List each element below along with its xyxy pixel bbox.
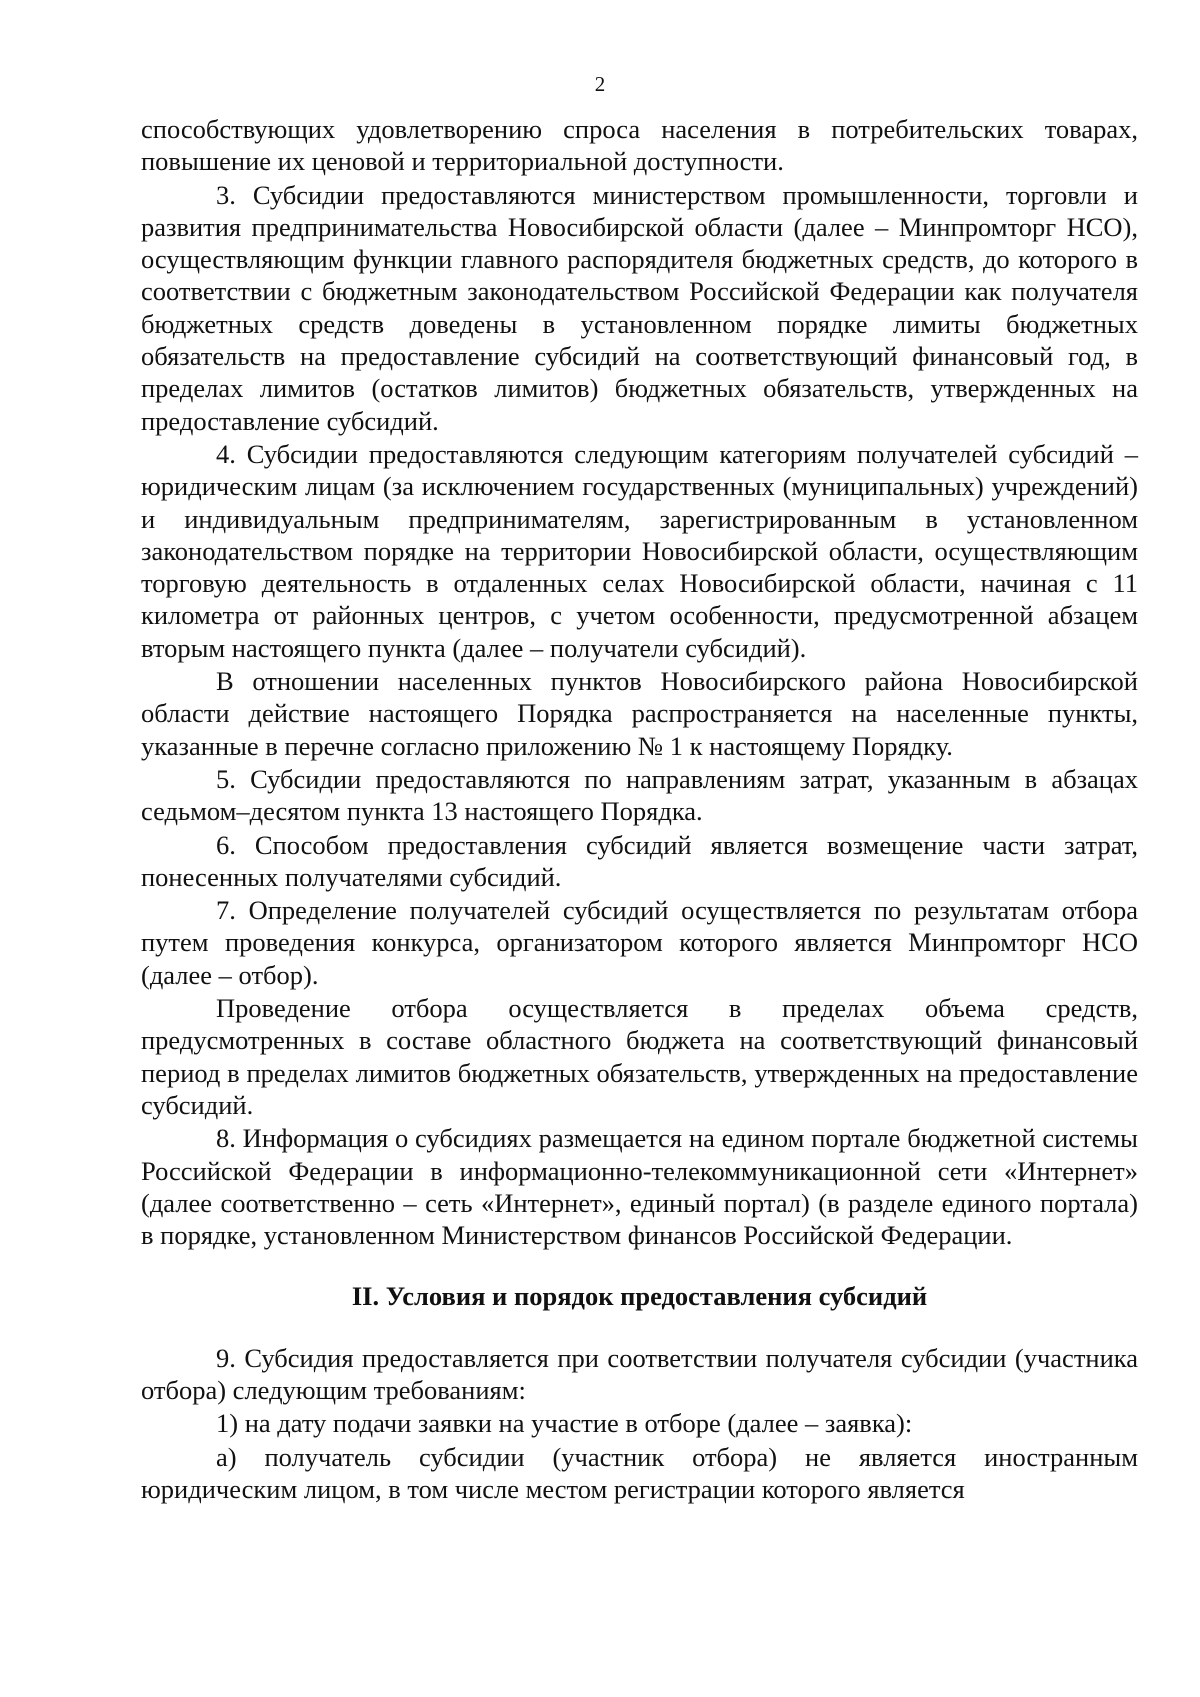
paragraph-item-9: 9. Субсидия предоставляется при соответствии получателя субсидии (участника отбора) следующим требованиям: — [141, 1342, 1138, 1405]
paragraph-item-6: 6. Способом предоставления субсидий является возмещение части затрат, понесенных получателями субсидий. — [141, 829, 1138, 892]
paragraph-item-3: 3. Субсидии предоставляются министерством промышленности, торговли и развития предпринимательства Новосибирской области (далее – Минпромторг НСО), осуществляющим функции главного распорядителя бюджетных средств, до которого в соответствии с бюджетным законодательством Российской Федерации как получателя бюджетных средств доведены в установленном порядке лимиты бюджетных обязательств на предоставление субсидий на соответствующий финансовый год, в пределах лимитов (остатков лимитов) бюджетных обязательств, утвержденных на предоставление субсидий. — [141, 179, 1138, 436]
section-heading: II. Условия и порядок предоставления субсидий — [351, 1281, 928, 1312]
paragraph-item-4: 4. Субсидии предоставляются следующим категориям получателей субсидий – юридическим лицам (за исключением государственных (муниципальных) учреждений) и индивидуальным предпринимателям, зарегистрированным в установленном законодательством порядке на территории Новосибирской области, осуществляющим торговую деятельность в отдаленных селах Новосибирской области, начиная с 11 километра от районных центров, с учетом особенности, предусмотренной абзацем вторым настоящего пункта (далее – получатели субсидий). — [141, 438, 1138, 663]
paragraph-item-5: 5. Субсидии предоставляются по направлениям затрат, указанным в абзацах седьмом–десятом пункта 13 настоящего Порядка. — [141, 763, 1138, 827]
paragraph-continuation: способствующих удовлетворению спроса населения в потребительских товарах, повышение их ценовой и территориальной доступности. — [141, 114, 1138, 177]
document-body — [141, 113, 1138, 1505]
paragraph-subitem-1: 1) на дату подачи заявки на участие в отборе (далее – заявка): — [216, 1408, 913, 1439]
paragraph-subitem-a: а) получатель субсидии (участник отбора) не является иностранным юридическим лицом, в том числе местом регистрации которого является — [141, 1441, 1138, 1504]
paragraph-item-7-note: Проведение отбора осуществляется в пределах объема средств, предусмотренных в составе областного бюджета на соответствующий финансовый период в пределах лимитов бюджетных обязательств, утвержденных на предоставление субсидий. — [141, 993, 1138, 1120]
page-number: 2 — [594, 72, 606, 96]
paragraph-item-7: 7. Определение получателей субсидий осуществляется по результатам отбора путем проведения конкурса, организатором которого является Минпромторг НСО (далее – отбор). — [141, 895, 1138, 990]
paragraph-item-8: 8. Информация о субсидиях размещается на едином портале бюджетной системы Российской Федерации в информационно-телекоммуникационной сети «Интернет» (далее соответственно – сеть «Интернет», единый портал) (в разделе единого портала) в порядке, установленном Министерством финансов Российской Федерации. — [141, 1123, 1138, 1251]
paragraph-item-4-note: В отношении населенных пунктов Новосибирского района Новосибирской области действие настоящего Порядка распространяется на населенные пункты, указанные в перечне согласно приложению № 1 к настоящему Порядку. — [141, 666, 1138, 761]
